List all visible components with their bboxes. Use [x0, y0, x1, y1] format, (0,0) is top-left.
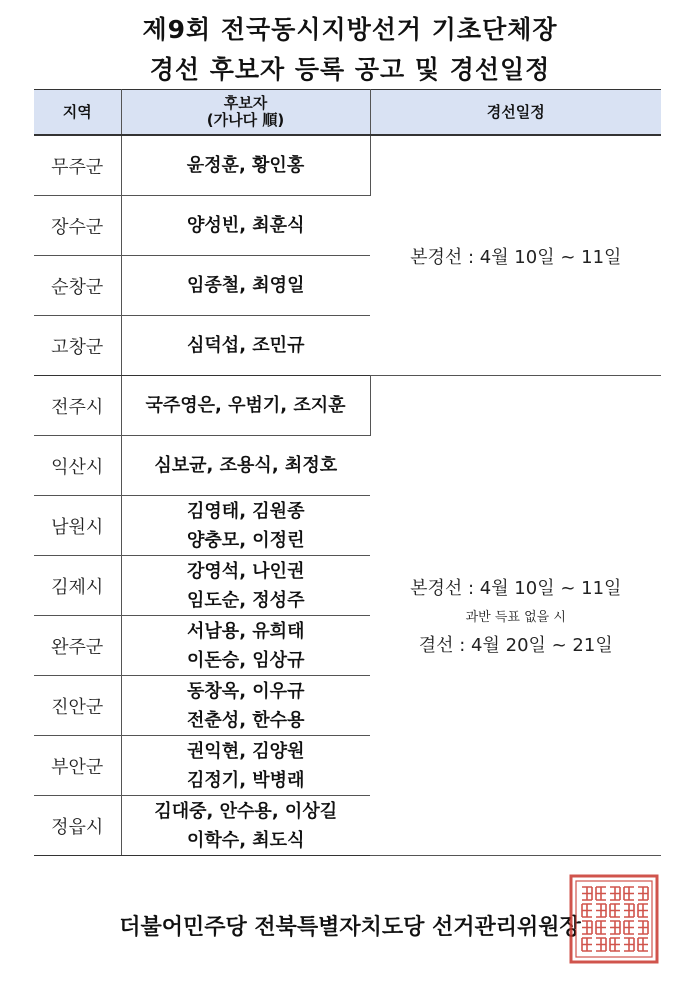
page-title-line2: 경선 후보자 등록 공고 및 경선일정	[149, 55, 551, 84]
candidates-cell	[121, 796, 370, 856]
table-row	[34, 135, 661, 196]
seal-glyph-mark	[610, 904, 620, 917]
candidates-line2: 이돈승, 임상규	[187, 649, 305, 671]
candidates-cell: 심보균, 조용식, 최정호	[121, 436, 370, 496]
table-header-row	[34, 90, 661, 136]
candidates-cell: 양성빈, 최훈식	[121, 196, 370, 256]
seal-glyph-mark	[624, 904, 634, 917]
schedule-cell-group1	[370, 135, 661, 376]
candidates-cell	[121, 616, 370, 676]
page-title-line1: 제9회 전국동시지방선거 기초단체장	[142, 15, 558, 44]
candidates-line1: 동창옥, 이우규	[187, 680, 305, 702]
candidates-line1: 강영석, 나인권	[187, 560, 305, 582]
region-cell: 무주군	[34, 135, 121, 196]
seal-glyph-mark	[596, 938, 606, 951]
schedule-runoff: 결선 : 4월 20일 ~ 21일	[418, 635, 613, 656]
official-seal-stamp	[568, 873, 660, 965]
candidates-cell	[121, 556, 370, 616]
candidates-line2: 양충모, 이정린	[187, 529, 305, 551]
candidates-line2: 전춘성, 한수용	[187, 709, 305, 731]
issuer-signature-line: 더불어민주당 전북특별자치도당 선거관리위원장	[119, 915, 581, 940]
seal-glyph-mark	[638, 921, 648, 934]
candidates-cell: 국주영은, 우범기, 조지훈	[121, 376, 370, 436]
region-cell: 정읍시	[34, 796, 121, 856]
header-candidates	[121, 90, 370, 136]
seal-glyph-mark	[610, 921, 620, 934]
candidates-line1: 서남용, 유희태	[187, 620, 305, 642]
candidates-cell: 윤정훈, 황인홍	[121, 135, 370, 196]
candidates-cell	[121, 496, 370, 556]
region-cell: 남원시	[34, 496, 121, 556]
candidates-line2: 김정기, 박병래	[187, 769, 305, 791]
schedule-note: 과반 득표 없을 시	[465, 610, 566, 625]
candidates-cell: 심덕섭, 조민규	[121, 316, 370, 376]
seal-glyph-mark	[582, 921, 592, 934]
seal-glyph-mark	[624, 921, 634, 934]
header-candidates-order: (가나다 順)	[206, 111, 285, 129]
region-cell: 진안군	[34, 676, 121, 736]
schedule-main: 본경선 : 4월 10일 ~ 11일	[410, 578, 622, 599]
candidates-line1: 김영태, 김원종	[187, 500, 305, 522]
header-region: 지역	[34, 90, 121, 136]
seal-glyph-mark	[638, 938, 648, 951]
table-row	[34, 376, 661, 436]
region-cell: 익산시	[34, 436, 121, 496]
candidates-cell	[121, 676, 370, 736]
region-cell: 순창군	[34, 256, 121, 316]
candidate-schedule-table	[34, 89, 661, 856]
schedule-cell-group2	[370, 376, 661, 856]
seal-glyph-mark	[610, 938, 620, 951]
region-cell: 김제시	[34, 556, 121, 616]
candidates-cell: 임종철, 최영일	[121, 256, 370, 316]
region-cell: 전주시	[34, 376, 121, 436]
candidates-line2: 이학수, 최도식	[187, 829, 305, 851]
candidates-line1: 권익현, 김양원	[187, 740, 305, 762]
region-cell: 고창군	[34, 316, 121, 376]
region-cell: 장수군	[34, 196, 121, 256]
seal-glyph-mark	[596, 904, 606, 917]
seal-glyph-mark	[582, 887, 592, 900]
candidates-line2: 임도순, 정성주	[187, 589, 305, 611]
schedule-main: 본경선 : 4월 10일 ~ 11일	[410, 246, 622, 268]
header-schedule: 경선일정	[370, 90, 661, 136]
header-candidates-label: 후보자	[223, 94, 268, 112]
candidates-cell	[121, 736, 370, 796]
region-cell: 완주군	[34, 616, 121, 676]
seal-glyph-mark	[610, 887, 620, 900]
seal-glyph-mark	[582, 904, 592, 917]
region-cell: 부안군	[34, 736, 121, 796]
seal-glyph-mark	[638, 904, 648, 917]
seal-glyph-mark	[624, 887, 634, 900]
seal-glyph-mark	[582, 938, 592, 951]
seal-glyph-mark	[624, 938, 634, 951]
seal-glyph-mark	[596, 887, 606, 900]
seal-glyph-mark	[596, 921, 606, 934]
seal-glyph-mark	[638, 887, 648, 900]
candidates-line1: 김대중, 안수용, 이상길	[154, 800, 338, 822]
